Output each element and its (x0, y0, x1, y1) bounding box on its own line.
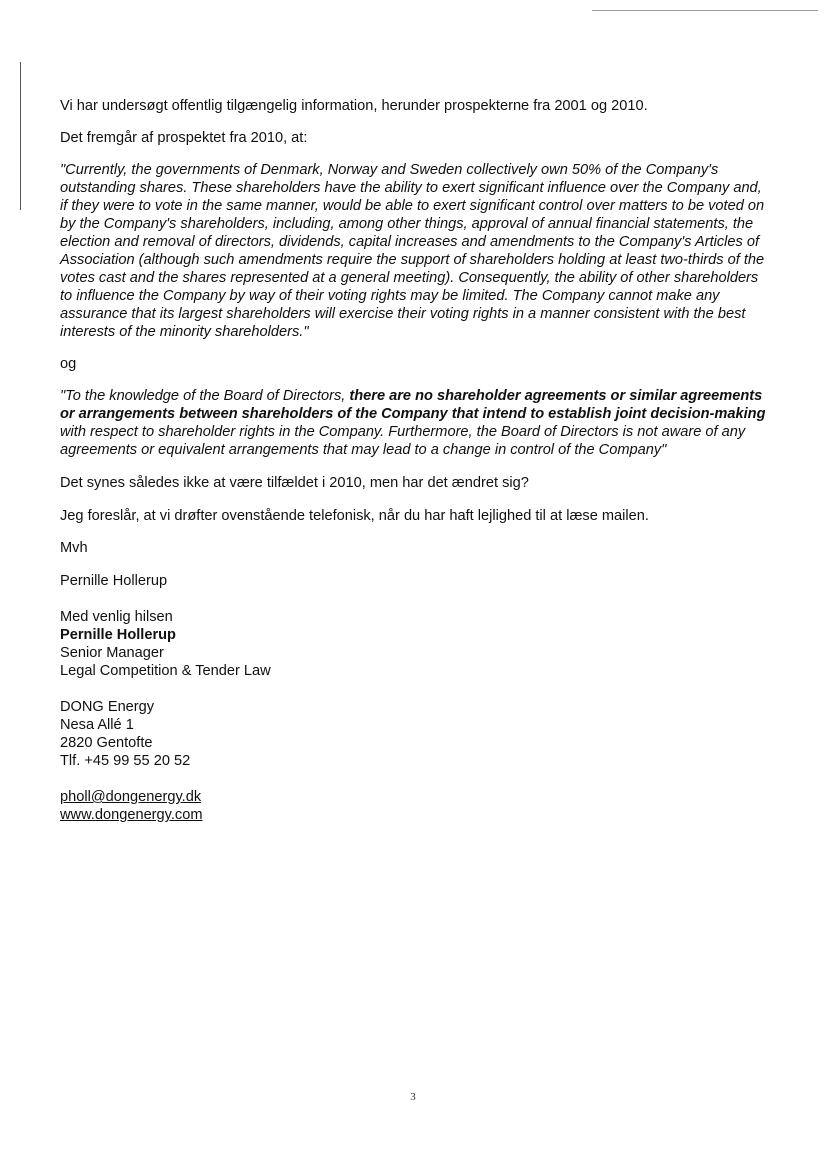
address-phone: Tlf. +45 99 55 20 52 (60, 753, 191, 769)
website-link[interactable]: www.dongenergy.com (60, 807, 203, 823)
signature-title: Senior Manager (60, 645, 164, 661)
address-company: DONG Energy (60, 699, 155, 715)
intro-paragraph: Vi har undersøgt offentlig tilgængelig information, herunder prospekterne fra 2001 og 2010. (60, 98, 648, 114)
prospectus-quote-2 (60, 387, 768, 459)
quote2-part2: with respect to shareholder rights in the Company. Furthermore, the Board of Directors is not aware of any agreements or equivalent arrangements that may lead to a change in control of the Company" (60, 424, 746, 458)
page-number: 3 (410, 1091, 416, 1103)
signature-name: Pernille Hollerup (60, 627, 176, 643)
signature-greeting: Med venlig hilsen (60, 609, 173, 625)
margin-mark (20, 62, 21, 210)
sender-name: Pernille Hollerup (60, 573, 168, 589)
signature-block (60, 608, 768, 680)
contact-links (60, 788, 768, 824)
lead-paragraph: Det fremgår af prospektet fra 2010, at: (60, 130, 308, 146)
address-city: 2820 Gentofte (60, 735, 153, 751)
letter-body (60, 97, 768, 824)
closing: Mvh (60, 540, 88, 556)
address-street: Nesa Allé 1 (60, 717, 134, 733)
prospectus-quote-1: "Currently, the governments of Denmark, Norway and Sweden collectively own 50% of the Company's outstanding shares. These shareholders have the ability to exert significant influence over the Company and, if they were to vote in the same manner, would be able to exert significant control over matters to be voted on by the Company's shareholders, including, among other things, approval of annual financial statements, the election and removal of directors, dividends, capital increases and amendments to the Company's Articles of Association (although such amendments require the support of shareholders holding at least two-thirds of the votes cast and the shares represented at a general meeting). Consequently, the ability of other shareholders to influence the Company by way of their voting rights may be limited. The Company cannot make any assurance that its largest shareholders will exercise their voting rights in a manner consistent with the best interests of the minority shareholders." (60, 162, 765, 340)
address-block (60, 698, 768, 770)
signature-department: Legal Competition & Tender Law (60, 663, 271, 679)
quote2-part1: "To the knowledge of the Board of Directors, (60, 388, 350, 404)
quote2-bold: there are no shareholder agreements or similar agreements or arrangements between shareholders of the Company that intend to establish joint decision-making (60, 388, 766, 422)
email-link[interactable]: pholl@dongenergy.dk (60, 789, 202, 805)
conjunction-og: og (60, 356, 77, 372)
note-paragraph: Det synes således ikke at være tilfældet i 2010, men har det ændret sig? (60, 475, 529, 491)
top-rule (592, 10, 818, 11)
proposal-paragraph: Jeg foreslår, at vi drøfter ovenstående telefonisk, når du har haft lejlighed til at læse mailen. (60, 508, 649, 524)
